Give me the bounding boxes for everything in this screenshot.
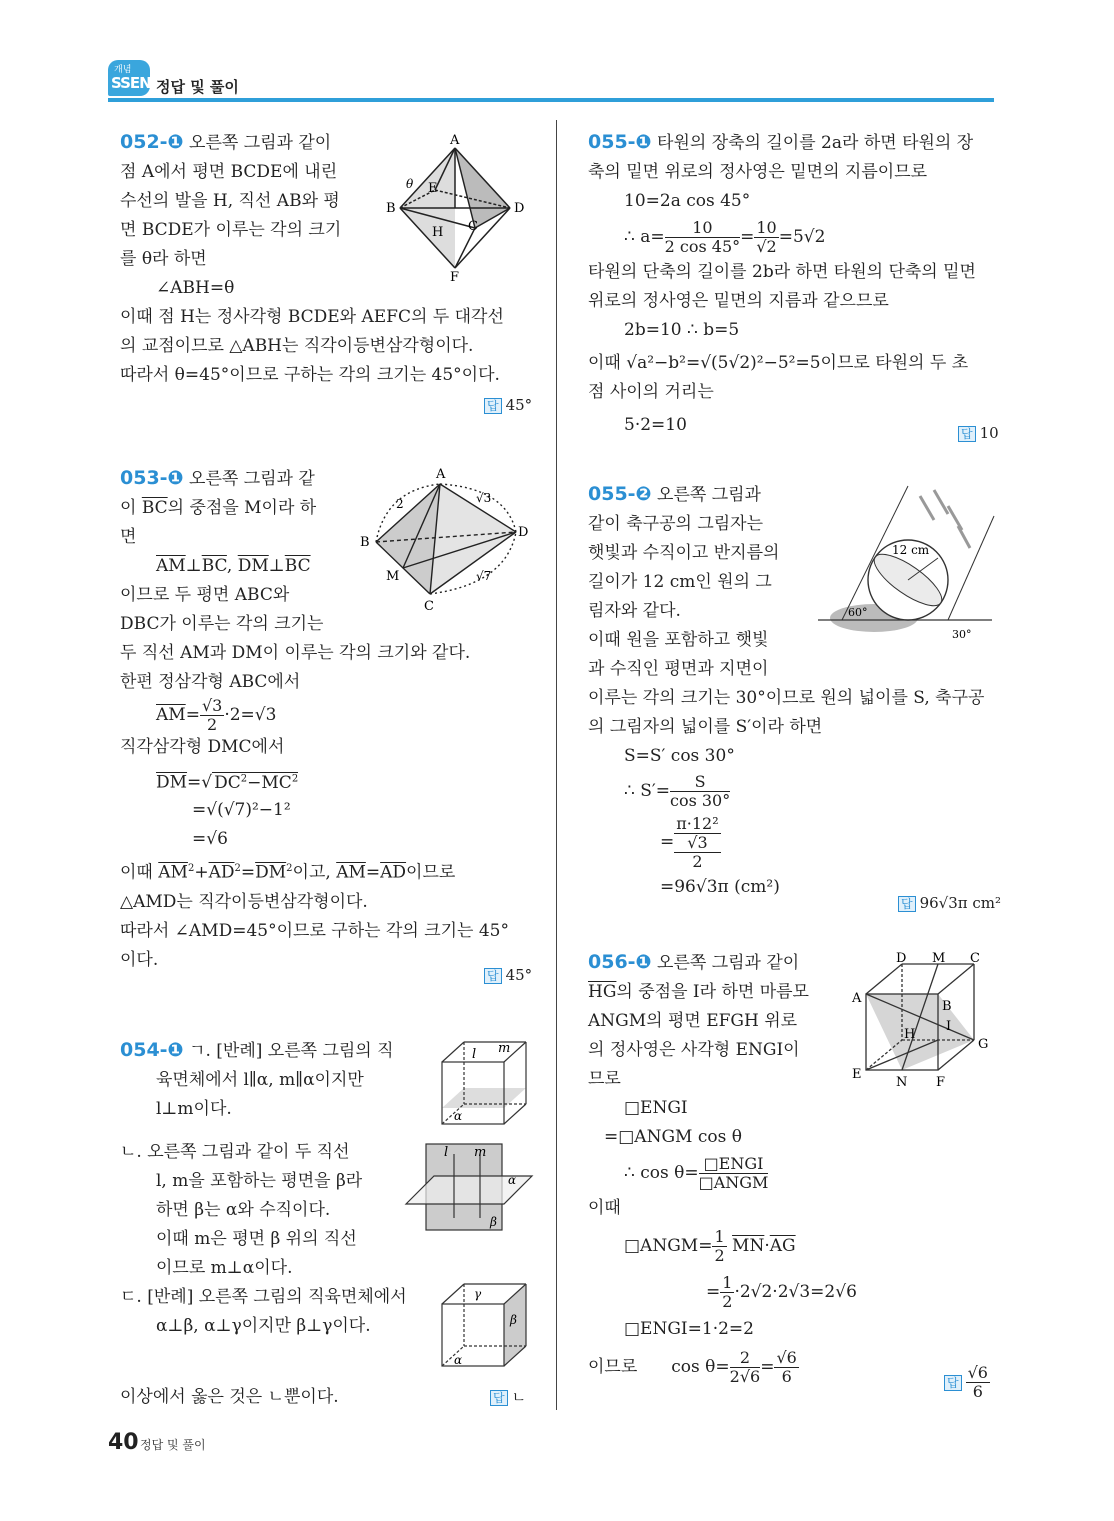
vertex-label: C [970, 951, 980, 966]
text-line: ㄴ. 오른쪽 그림과 같이 두 직선 [120, 1142, 350, 1162]
equation: =√6 [192, 829, 228, 849]
exponent: 2 [187, 863, 195, 874]
problem-056 [588, 948, 857, 1390]
text-part: 이므로 [588, 1357, 638, 1377]
text-line: 림자와 같다. [588, 601, 681, 621]
text-line: 오른쪽 그림과 같이 [657, 953, 800, 973]
vertex-label: E [852, 1067, 862, 1082]
segment: $\overline{DM}$ [156, 772, 188, 793]
fraction [200, 697, 224, 734]
text-line: 의 교점이므로 △ABH는 직각이등변삼각형이다. [120, 336, 474, 356]
denominator: √2 [756, 237, 777, 256]
logo-top-text: 개념 [114, 65, 132, 75]
vertex-label: B [360, 535, 370, 550]
text-line: 하면 β는 α와 수직이다. [156, 1200, 331, 1220]
answer-badge: 답 [944, 1375, 962, 1391]
vertex-label: M [932, 951, 946, 966]
text-line: 같이 축구공의 그림자는 [588, 514, 764, 534]
equation: =96√3π (cm²) [660, 877, 780, 897]
edge-label: √7 [476, 569, 492, 583]
answer-badge: 답 [484, 398, 502, 414]
text-line: △AMD는 직각이등변삼각형이다. [120, 891, 368, 912]
segment: $\overline{DM}$ [255, 862, 287, 883]
text-part: ∴ a= [624, 227, 665, 247]
vertex-label: G [978, 1037, 989, 1052]
fraction [966, 1364, 990, 1401]
text-line: 므로 [588, 1069, 621, 1089]
denominator: 2 [692, 851, 703, 871]
symbol: + [194, 862, 209, 883]
edge-label: 2 [396, 497, 404, 511]
equation: 5·2=10 [624, 415, 687, 435]
text-line: 이때 원을 포함하고 햇빛 [588, 630, 769, 650]
numerator: 1 [722, 1273, 733, 1292]
text-line: 따라서 θ=45°이므로 구하는 각의 크기는 45°이다. [120, 365, 500, 385]
vertex-label: H [904, 1027, 916, 1042]
text-part: 이때 [120, 862, 159, 883]
text-part: □ANGM= [624, 1236, 713, 1256]
line-label: m [498, 1041, 511, 1056]
text-line: 의 그림자의 넓이를 S′이라 하면 [588, 717, 823, 737]
figure-octahedron [380, 128, 540, 288]
segment-bc: $\overline{BC}$ [141, 498, 168, 518]
answer-badge: 답 [490, 1390, 508, 1406]
problem-number: 053-❶ [120, 467, 184, 489]
plane-label: β [510, 1313, 517, 1327]
angle-label: 30° [952, 628, 972, 641]
text-line: 면 BCDE가 이루는 각의 크기 [120, 220, 342, 240]
page-header-title: 정답 및 풀이 [156, 78, 239, 96]
fraction [754, 219, 778, 256]
column-divider [556, 120, 557, 1410]
segment: $\overline{AD}$ [380, 862, 407, 883]
text-line: 축의 밑면 위로의 정사영은 밑면의 지름이므로 [588, 162, 928, 182]
denominator: 2 cos 45° [664, 237, 741, 256]
segment: $\overline{AM}$ [336, 862, 366, 883]
answer-056 [944, 1364, 990, 1401]
equation: 2b=10 ∴ b=5 [624, 320, 740, 340]
equation: 10=2a cos 45° [624, 191, 751, 211]
text-line: ㄷ. [반례] 오른쪽 그림의 직육면체에서 [120, 1287, 407, 1307]
text-part: 이 [120, 498, 142, 518]
text-line: DBC가 이루는 각의 크기는 [120, 614, 324, 634]
vertex-label: A [436, 467, 446, 482]
fraction [699, 1155, 769, 1192]
answer-055-1 [958, 424, 999, 442]
answer-value: ㄴ [511, 1388, 527, 1406]
denominator: 6 [972, 1382, 983, 1401]
text-line: l⊥m이다. [156, 1099, 232, 1119]
answer-badge: 답 [898, 896, 916, 912]
plane-label: α [454, 1109, 463, 1123]
vertex-label: D [518, 525, 529, 540]
text-line: 햇빛과 수직이고 반지름의 [588, 543, 780, 563]
text-line: 육면체에서 l∥α, m∥α이지만 [156, 1070, 364, 1090]
fraction [712, 1228, 726, 1265]
answer-value: 45° [505, 396, 533, 414]
vertex-label: A [852, 991, 862, 1006]
vertex-label: M [386, 569, 400, 584]
numerator: π·12² [676, 813, 719, 833]
text-line: ANGM의 평면 EFGH 위로 [588, 1011, 798, 1031]
segment: $\overline{DM}$ [237, 556, 269, 576]
text-line: 이루는 각의 크기는 30°이므로 원의 넓이를 S, 축구공 [588, 688, 985, 708]
text-line: 를 θ라 하면 [120, 249, 207, 269]
symbol: · [764, 1236, 770, 1256]
symbol: = [240, 862, 256, 883]
answer-badge: 답 [484, 968, 502, 984]
vertex-label: H [432, 225, 444, 240]
face-shade [442, 1088, 526, 1108]
answer-054 [490, 1386, 526, 1407]
symbol: = [760, 1357, 775, 1377]
denominator: 2 [714, 1246, 725, 1265]
text-part: ·2=√3 [224, 705, 277, 725]
segment: $\overline{AD}$ [208, 862, 235, 883]
answer-052 [484, 396, 532, 414]
numerator: √3 [201, 696, 223, 715]
text-part: cos θ= [671, 1357, 730, 1377]
equation: =□ANGM cos θ [604, 1127, 742, 1147]
edge-label: √3 [476, 491, 492, 505]
figure-planes [404, 1140, 534, 1235]
fraction [730, 1349, 761, 1386]
denominator: 2 [722, 1292, 733, 1311]
text-line: 이때 점 H는 정사각형 BCDE와 AEFC의 두 대각선 [120, 307, 504, 327]
problem-number: 056-❶ [588, 951, 652, 973]
answer-055-2 [898, 894, 1001, 912]
segment: $\overline{BC}$ [284, 556, 311, 576]
exponent: 2 [234, 863, 241, 874]
text-line: 이므로 두 평면 ABC와 [120, 585, 290, 605]
symbol: = [660, 832, 675, 852]
vertex-label: A [450, 133, 460, 148]
text-line: 오른쪽 그림과 같 [189, 469, 315, 489]
numerator: 1 [714, 1227, 725, 1246]
text-line: 위로의 정사영은 밑면의 지름과 같으므로 [588, 291, 889, 311]
symbol: = [365, 862, 381, 883]
footer-title: 정답 및 풀이 [140, 1438, 206, 1452]
segment: $\overline{AG}$ [769, 1236, 796, 1256]
text-line: 수선의 발을 H, 직선 AB와 평 [120, 191, 340, 211]
numerator: √6 [967, 1363, 988, 1382]
answer-value: 96√3π cm² [919, 894, 1002, 912]
numerator: 10 [756, 218, 777, 237]
exponent: 2 [240, 773, 248, 784]
text-line: 이때 √a²−b²=√(5√2)²−5²=5이므로 타원의 두 초 [588, 353, 969, 373]
symbol: = [740, 227, 755, 247]
vertex-label: C [424, 599, 434, 614]
text-part: 의 중점을 I라 하면 마름모 [616, 982, 809, 1002]
text-part: ∴ cos θ= [624, 1163, 699, 1183]
vertex-label: B [386, 201, 396, 216]
text-line: 한편 정삼각형 ABC에서 [120, 672, 301, 692]
text-line: 과 수직인 평면과 지면이 [588, 659, 769, 679]
text-line: 이때 [588, 1198, 621, 1218]
denominator: 2√6 [729, 1367, 761, 1386]
exponent: 2 [291, 773, 299, 784]
vertex-label: D [514, 201, 525, 216]
text-part: ∴ S′= [624, 781, 670, 801]
brand-logo [108, 60, 150, 96]
symbol: = [706, 1282, 721, 1302]
line-label: l [472, 1047, 477, 1062]
radius-label: 12 cm [892, 543, 930, 557]
plane-label: β [490, 1215, 497, 1229]
plane-label: α [508, 1173, 517, 1187]
problem-number: 055-❷ [588, 483, 652, 505]
text-line: 길이가 12 cm인 원의 그 [588, 572, 772, 592]
text-part: 이므로 [406, 862, 456, 883]
segment: $\overline{MN}$ [732, 1236, 765, 1256]
text-line: 이므로 m⊥α이다. [156, 1258, 293, 1278]
segment: $\overline{MC}$ [261, 772, 292, 793]
answer-053 [484, 966, 532, 984]
numerator: 2 [730, 1349, 761, 1368]
line-label: m [474, 1145, 487, 1160]
answer-badge: 답 [958, 426, 976, 442]
problem-number: 052-❶ [120, 131, 184, 153]
text-line: 따라서 ∠AMD=45°이므로 구하는 각의 크기는 45° [120, 920, 509, 941]
fraction [665, 219, 741, 256]
answer-value: 45° [505, 966, 533, 984]
fraction [674, 815, 720, 871]
denominator: □ANGM [698, 1173, 769, 1192]
text-line: 타원의 단축의 길이를 2b라 하면 타원의 단축의 밑면 [588, 262, 976, 282]
angle-label: 60° [848, 606, 868, 619]
text-line: 이다. [120, 949, 159, 970]
text-line: 이때 m은 평면 β 위의 직선 [156, 1229, 357, 1249]
equation: □ENGI=1·2=2 [624, 1319, 754, 1339]
rhombus-shade [866, 994, 974, 1070]
line-label: l [444, 1145, 449, 1160]
segment: $\overline{AM}$ [156, 556, 186, 576]
numerator: 10 [665, 219, 741, 238]
symbol: ⊥ [185, 556, 202, 576]
symbol: , [226, 556, 238, 576]
denominator: cos 30° [669, 791, 731, 810]
vertex-label: I [946, 1019, 952, 1034]
symbol: = [185, 705, 200, 725]
text-line: ㄱ. [반례] 오른쪽 그림의 직 [189, 1041, 394, 1061]
problem-054 [120, 1036, 407, 1412]
figure-cuboid-2 [434, 1280, 534, 1372]
symbol: ⊥ [268, 556, 285, 576]
text-line: 타원의 장축의 길이를 2a라 하면 타원의 장 [657, 133, 974, 153]
equation: ∠ABH=θ [156, 278, 235, 298]
text-line: α⊥β, α⊥γ이지만 β⊥γ이다. [156, 1316, 371, 1336]
figure-tetrahedron [356, 464, 536, 614]
fraction [720, 1274, 734, 1311]
segment: $\overline{AM}$ [156, 705, 186, 725]
plane-label: γ [474, 1287, 482, 1301]
vertex-label: F [450, 270, 460, 285]
face-shade [430, 484, 516, 594]
fraction [674, 834, 720, 871]
symbol: − [247, 772, 262, 793]
vertex-label: B [942, 999, 952, 1014]
answer-value: 10 [979, 424, 999, 442]
equation: □ENGI [624, 1098, 688, 1118]
numerator: □ENGI [699, 1155, 769, 1174]
vertex-label: N [896, 1075, 908, 1090]
fraction [670, 773, 730, 810]
angle-label: θ [406, 177, 414, 191]
segment: DC [214, 772, 241, 793]
segment: $\overline{BC}$ [201, 556, 227, 576]
text-line: 의 정사영은 사각형 ENGI이 [588, 1040, 800, 1060]
exponent: 2 [286, 863, 293, 874]
problem-number: 055-❶ [588, 131, 652, 153]
page-number: 40 [108, 1430, 139, 1455]
figure-cuboid-1 [434, 1038, 534, 1128]
fraction [774, 1349, 798, 1386]
text-part: 이고, [292, 862, 337, 883]
text-line: 오른쪽 그림과 [657, 485, 761, 505]
numerator: S [670, 773, 730, 792]
equation: S=S′ cos 30° [624, 746, 735, 766]
denominator: 2 [207, 715, 218, 734]
segment-hg: $\overline{HG}$ [588, 982, 617, 1002]
logo-bottom-text: SSEN [111, 74, 151, 92]
equation: =√(√7)²−1² [192, 800, 291, 820]
text-part: ·2√2·2√3=2√6 [734, 1282, 857, 1302]
vertex-label: F [936, 1075, 946, 1090]
numerator: √3 [674, 834, 720, 853]
plane-label: α [454, 1353, 463, 1367]
text-line: 오른쪽 그림과 같이 [189, 133, 332, 153]
problem-055-1 [588, 128, 976, 440]
symbol: =√ [187, 772, 213, 793]
text-line: 면 [120, 527, 137, 547]
vertex-label: D [896, 951, 907, 966]
text-line: 두 직선 AM과 DM이 이루는 각의 크기와 같다. [120, 643, 471, 663]
header-rule [108, 98, 994, 102]
text-part: 의 중점을 M이라 하 [167, 498, 317, 518]
problem-number: 054-❶ [120, 1039, 184, 1061]
vertex-label: E [428, 181, 438, 196]
text-line: 이상에서 옳은 것은 ㄴ뿐이다. [120, 1387, 339, 1407]
numerator: √6 [776, 1348, 797, 1367]
figure-ball-shadow [812, 476, 998, 648]
text-line: 점 사이의 거리는 [588, 382, 714, 402]
segment: $\overline{AM}$ [158, 862, 188, 883]
figure-cube [846, 950, 996, 1090]
denominator: 6 [781, 1367, 792, 1386]
text-line: 직각삼각형 DMC에서 [120, 737, 285, 757]
text-line: l, m을 포함하는 평면을 β라 [156, 1171, 363, 1191]
vertex-label: C [468, 219, 478, 234]
text-part: =5√2 [778, 227, 826, 247]
text-line: 점 A에서 평면 BCDE에 내린 [120, 162, 338, 182]
